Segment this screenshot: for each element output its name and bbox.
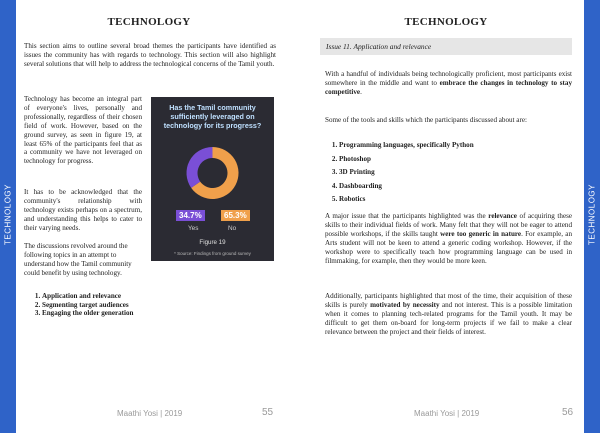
right-skills-list <box>325 139 579 207</box>
left-paragraph-3: The discussions revolved around the following topics in an attempt to understand how the Tamil community could benefit by using technology. <box>24 242 132 277</box>
left-page-header: TECHNOLOGY <box>107 16 191 28</box>
right-paragraph-1: With a handful of individuals being technologically proficient, most participants exist somewhere in the middle and want to embrace the changes in technology to stay competitive. <box>325 70 572 96</box>
pie-chart <box>151 97 274 261</box>
survey-chart-panel <box>151 97 274 261</box>
left-page-number: 55 <box>262 407 274 418</box>
right-page-number: 56 <box>562 407 574 418</box>
left-sidebar-label: TECHNOLOGY <box>3 184 13 246</box>
yes-category-label: Yes <box>188 225 199 232</box>
right-paragraph-2: Some of the tools and skills which the participants discussed about are: <box>325 116 527 124</box>
pie-slice-yes <box>187 147 213 188</box>
list-item: 5. Robotics <box>339 193 579 207</box>
right-paragraph-3: A major issue that the participants highlighted was the relevance of acquiring these skills to their individual fields of work. Many felt that they will not be eager to attend possible workshops, if the skills taught were too generic in nature. For example, an Arts student will not be keen to attend a generic coding workshop. However, if the workshop were to specifically teach how programming language can be used in filmmaking, for example, then they would be more keen. <box>325 212 573 265</box>
emphasis-text: were too generic in nature <box>440 229 522 238</box>
right-paragraph-4: Additionally, participants highlighted that most of the time, their acquisition of these skills is purely motivated by necessity and not interest. This is a possible limitation when it comes to planning tech-related programs for the Tamil youth. It may be difficult to get them on-board for long-term projects if we fail to make a clear relevance between the project and their fields of interest. <box>325 292 572 336</box>
left-paragraph-1: Technology has become an integral part of everyone's lives, personally and professionally, regardless of their chosen field of work. However, based on the ground survey, as seen in figure 19, at least 65% of the participants feel that as a community we have not leveraged on technology for progress. <box>24 95 142 166</box>
list-item: 4. Dashboarding <box>339 180 579 194</box>
list-item: 2. Photoshop <box>339 153 579 167</box>
left-topic-list <box>24 292 162 318</box>
issue-title-bar: Issue 11. Application and relevance <box>320 38 572 55</box>
yes-value-label <box>176 307 182 309</box>
left-paragraph-2: It has to be acknowledged that the community's relationship with technology exists perhaps on a spectrum, and understanding this helps to cater to their varying needs. <box>24 188 142 232</box>
list-item: 3. 3D Printing <box>339 166 579 180</box>
figure-label: Figure 19 <box>199 239 226 246</box>
left-sidebar <box>0 0 16 433</box>
yes-percentage-badge: 34.7% <box>176 210 205 221</box>
emphasis-text: embrace the changes in technology to stay competitive <box>325 78 572 96</box>
chart-title: Has the Tamil community sufficiently leveraged on technology for its progress? <box>163 103 262 130</box>
right-page-header: TECHNOLOGY <box>404 16 488 28</box>
emphasis-text: motivated by necessity <box>370 300 440 309</box>
chart-source-note: * Source: Findings from ground survey <box>174 251 251 256</box>
no-category-label: No <box>228 225 237 232</box>
left-intro-paragraph: This section aims to outline several broad themes the participants have identified as issues the community has with regards to technology. This section will also highlight several solutions that will help to address the technological concerns of the Tamil youth. <box>24 42 276 68</box>
list-item: 1. Application and relevance <box>42 292 162 301</box>
list-item: 1. Programming languages, specifically Python <box>339 139 579 153</box>
right-footer: Maathi Yosi | 2019 <box>414 409 480 418</box>
list-item: 2. Segmenting target audiences <box>42 301 162 310</box>
left-footer: Maathi Yosi | 2019 <box>117 409 183 418</box>
no-percentage-badge: 65.3% <box>221 210 250 221</box>
right-sidebar <box>584 0 600 433</box>
emphasis-text: relevance <box>488 212 517 220</box>
list-item: 3. Engaging the older generation <box>42 309 162 318</box>
right-sidebar-label: TECHNOLOGY <box>587 184 597 246</box>
